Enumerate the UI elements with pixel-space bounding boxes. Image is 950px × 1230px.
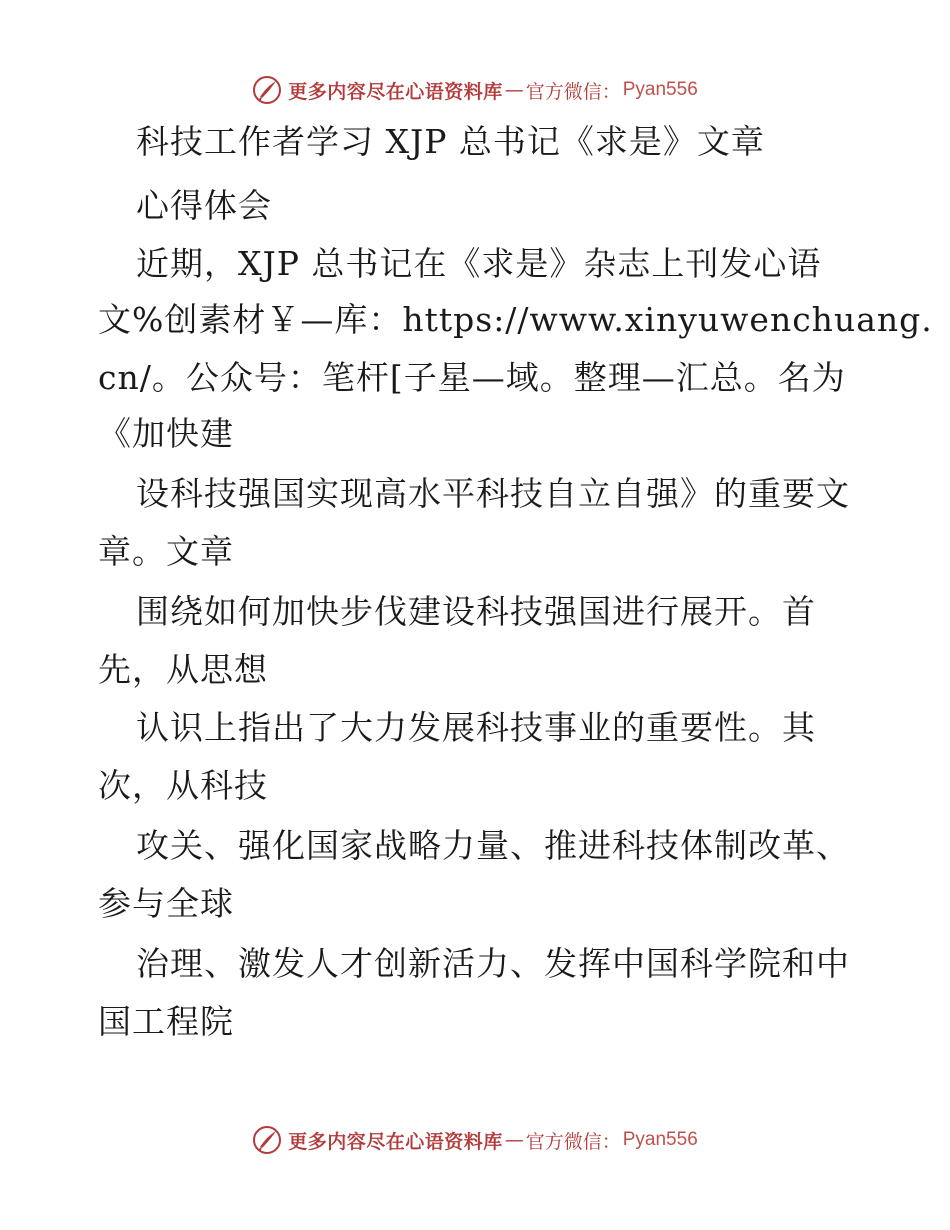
quill-logo-icon: [252, 1125, 282, 1155]
doc-text-line: 参与全球: [98, 884, 234, 923]
doc-text-line: 文%创素材￥—库：https://www.xinyuwenchuang.: [98, 300, 933, 339]
doc-text-line: 治理、激发人才创新活力、发挥中国科学院和中: [136, 944, 850, 983]
banner-separator: —: [504, 79, 524, 101]
banner-main-text: 更多内容尽在心语资料库: [288, 1130, 503, 1153]
doc-text-line: 近期，XJP 总书记在《求是》杂志上刊发心语: [136, 244, 822, 283]
doc-title-line-1: 科技工作者学习 XJP 总书记《求是》文章: [136, 122, 765, 161]
doc-text-line: 次，从科技: [98, 766, 268, 805]
quill-logo-icon: [252, 75, 282, 105]
banner-main-text: 更多内容尽在心语资料库: [288, 80, 503, 103]
doc-text-line: 先，从思想: [98, 650, 268, 689]
doc-title-line-2: 心得体会: [136, 186, 272, 225]
header-banner: [0, 70, 950, 110]
doc-text-line: cn/。公众号：笔杆[子星—域。整理—汇总。名为: [98, 358, 846, 397]
doc-text-line: 设科技强国实现高水平科技自立自强》的重要文: [136, 474, 850, 513]
doc-text-line: 攻关、强化国家战略力量、推进科技体制改革、: [136, 826, 850, 865]
footer-banner: [0, 1120, 950, 1160]
doc-text-line: 围绕如何加快步伐建设科技强国进行展开。首: [136, 592, 816, 631]
banner-separator: —: [504, 1129, 524, 1151]
doc-text-line: 认识上指出了大力发展科技事业的重要性。其: [136, 708, 816, 747]
doc-text-line: 《加快建: [98, 414, 234, 453]
doc-text-line: 章。文章: [98, 532, 234, 571]
doc-text-line: 国工程院: [98, 1002, 234, 1041]
banner-wechat-id: Pyan556: [622, 1129, 698, 1150]
banner-wechat-label: 官方微信：: [525, 80, 621, 103]
banner-wechat-label: 官方微信：: [525, 1130, 621, 1153]
banner-wechat-id: Pyan556: [622, 79, 698, 100]
